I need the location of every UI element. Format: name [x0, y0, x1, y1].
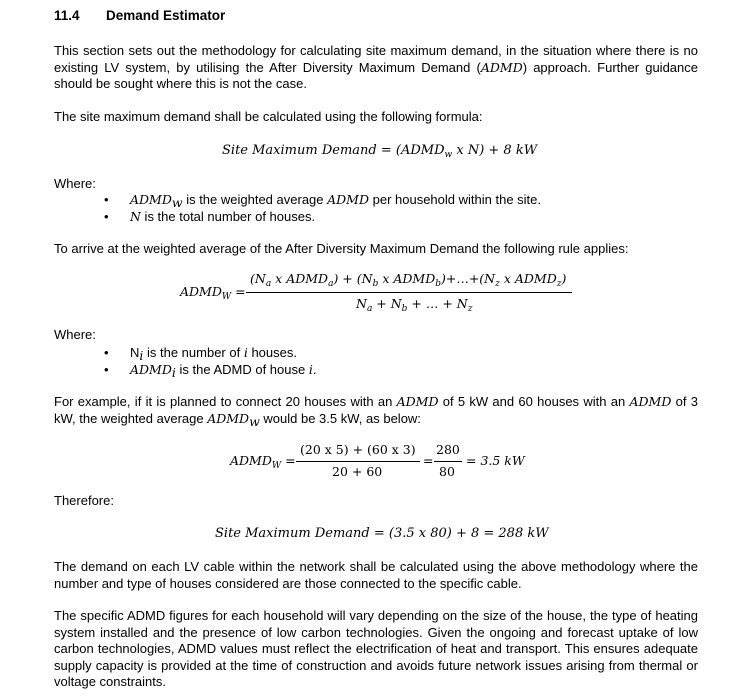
site-max-demand-formula: Site Maximum Demand = ($ADMD_w$ x N) + 8 kW: [222, 143, 538, 160]
list-item: • $ADMD_i$ is the ADMD of house i.: [104, 361, 316, 378]
where-label-1: Where:: [54, 176, 96, 191]
list-item: • N is the total number of houses.: [104, 208, 541, 225]
fraction-bar: [246, 292, 572, 293]
fraction-denominator: $N_a + N_b$ + … + $N_z$: [356, 296, 473, 314]
intro-paragraph: This section sets out the methodology for calculating site maximum demand, in the situation where there is no existing LV system, by utilising the After Diversity Maximum Demand (ADMD) approach. Further guidance should be sought where this is not the case.: [54, 43, 698, 91]
where-list-1: [104, 191, 541, 225]
section-heading: [54, 8, 225, 23]
fraction-bar: [296, 461, 420, 462]
where-list-2: [104, 344, 316, 378]
example-formula: $ADMD_W$ = (20 x 5) + (60 x 3) 20 + 60 = 280 80 = 3.5 kW: [230, 442, 525, 479]
fraction-numerator: (20 x 5) + (60 x 3): [300, 442, 416, 457]
fraction-numerator: 280: [436, 442, 460, 457]
site-max-demand-result: Site Maximum Demand = (3.5 x 80) + 8 = 288 kW: [215, 526, 549, 541]
fraction-denominator: 20 + 60: [332, 464, 383, 479]
therefore-label: Therefore:: [54, 493, 114, 508]
specific-admd-paragraph: The specific ADMD figures for each household will vary depending on the size of the house, the type of heating system installed and the presence of low carbon technologies. Given the ongoing and forecast uptake of low carbon technologies, ADMD values must reflect the electrification of heat and transport. This ensures adequate supply capacity is provided at the time of construction and avoids future network issues arising from thermal or voltage constraints.: [54, 608, 698, 689]
weighted-intro: To arrive at the weighted average of the After Diversity Maximum Demand the following rule applies:: [54, 241, 629, 256]
fraction-numerator: ($N_a$ x $ADMD_a) + (N_b$ x $ADMD_b)+\dots+(N_z$ x $ADMD_z$): [250, 271, 567, 289]
section-number: 11.4: [54, 8, 80, 23]
weighted-average-formula: $ADMD_W$ = ($N_a$ x $ADMD_a) + (N_b$ x $ADMD_b)+\dots+(N_z$ x $ADMD_z$) $N_a + N_b$ + … + $N_z$: [180, 268, 580, 314]
fraction-denominator: 80: [439, 464, 455, 479]
cable-paragraph: The demand on each LV cable within the network shall be calculated using the above methodology where the number and type of houses considered are those connected to the specific cable.: [54, 559, 698, 591]
example-result: = 3.5 kW: [466, 453, 525, 468]
section-title: Demand Estimator: [106, 8, 226, 23]
formula-intro: The site maximum demand shall be calculated using the following formula:: [54, 109, 483, 124]
where-label-2: Where:: [54, 327, 96, 342]
example-paragraph: For example, if it is planned to connect 20 houses with an ADMD of 5 kW and 60 houses with an ADMD of 3 kW, the weighted average $ADMD_w$ would be 3.5 kW, as below:: [54, 394, 698, 429]
list-item: • $ADMD_w$ is the weighted average ADMD per household within the site.: [104, 191, 541, 208]
list-item: • $N_i$ is the number of i houses.: [104, 344, 316, 361]
fraction-bar: [434, 461, 462, 462]
